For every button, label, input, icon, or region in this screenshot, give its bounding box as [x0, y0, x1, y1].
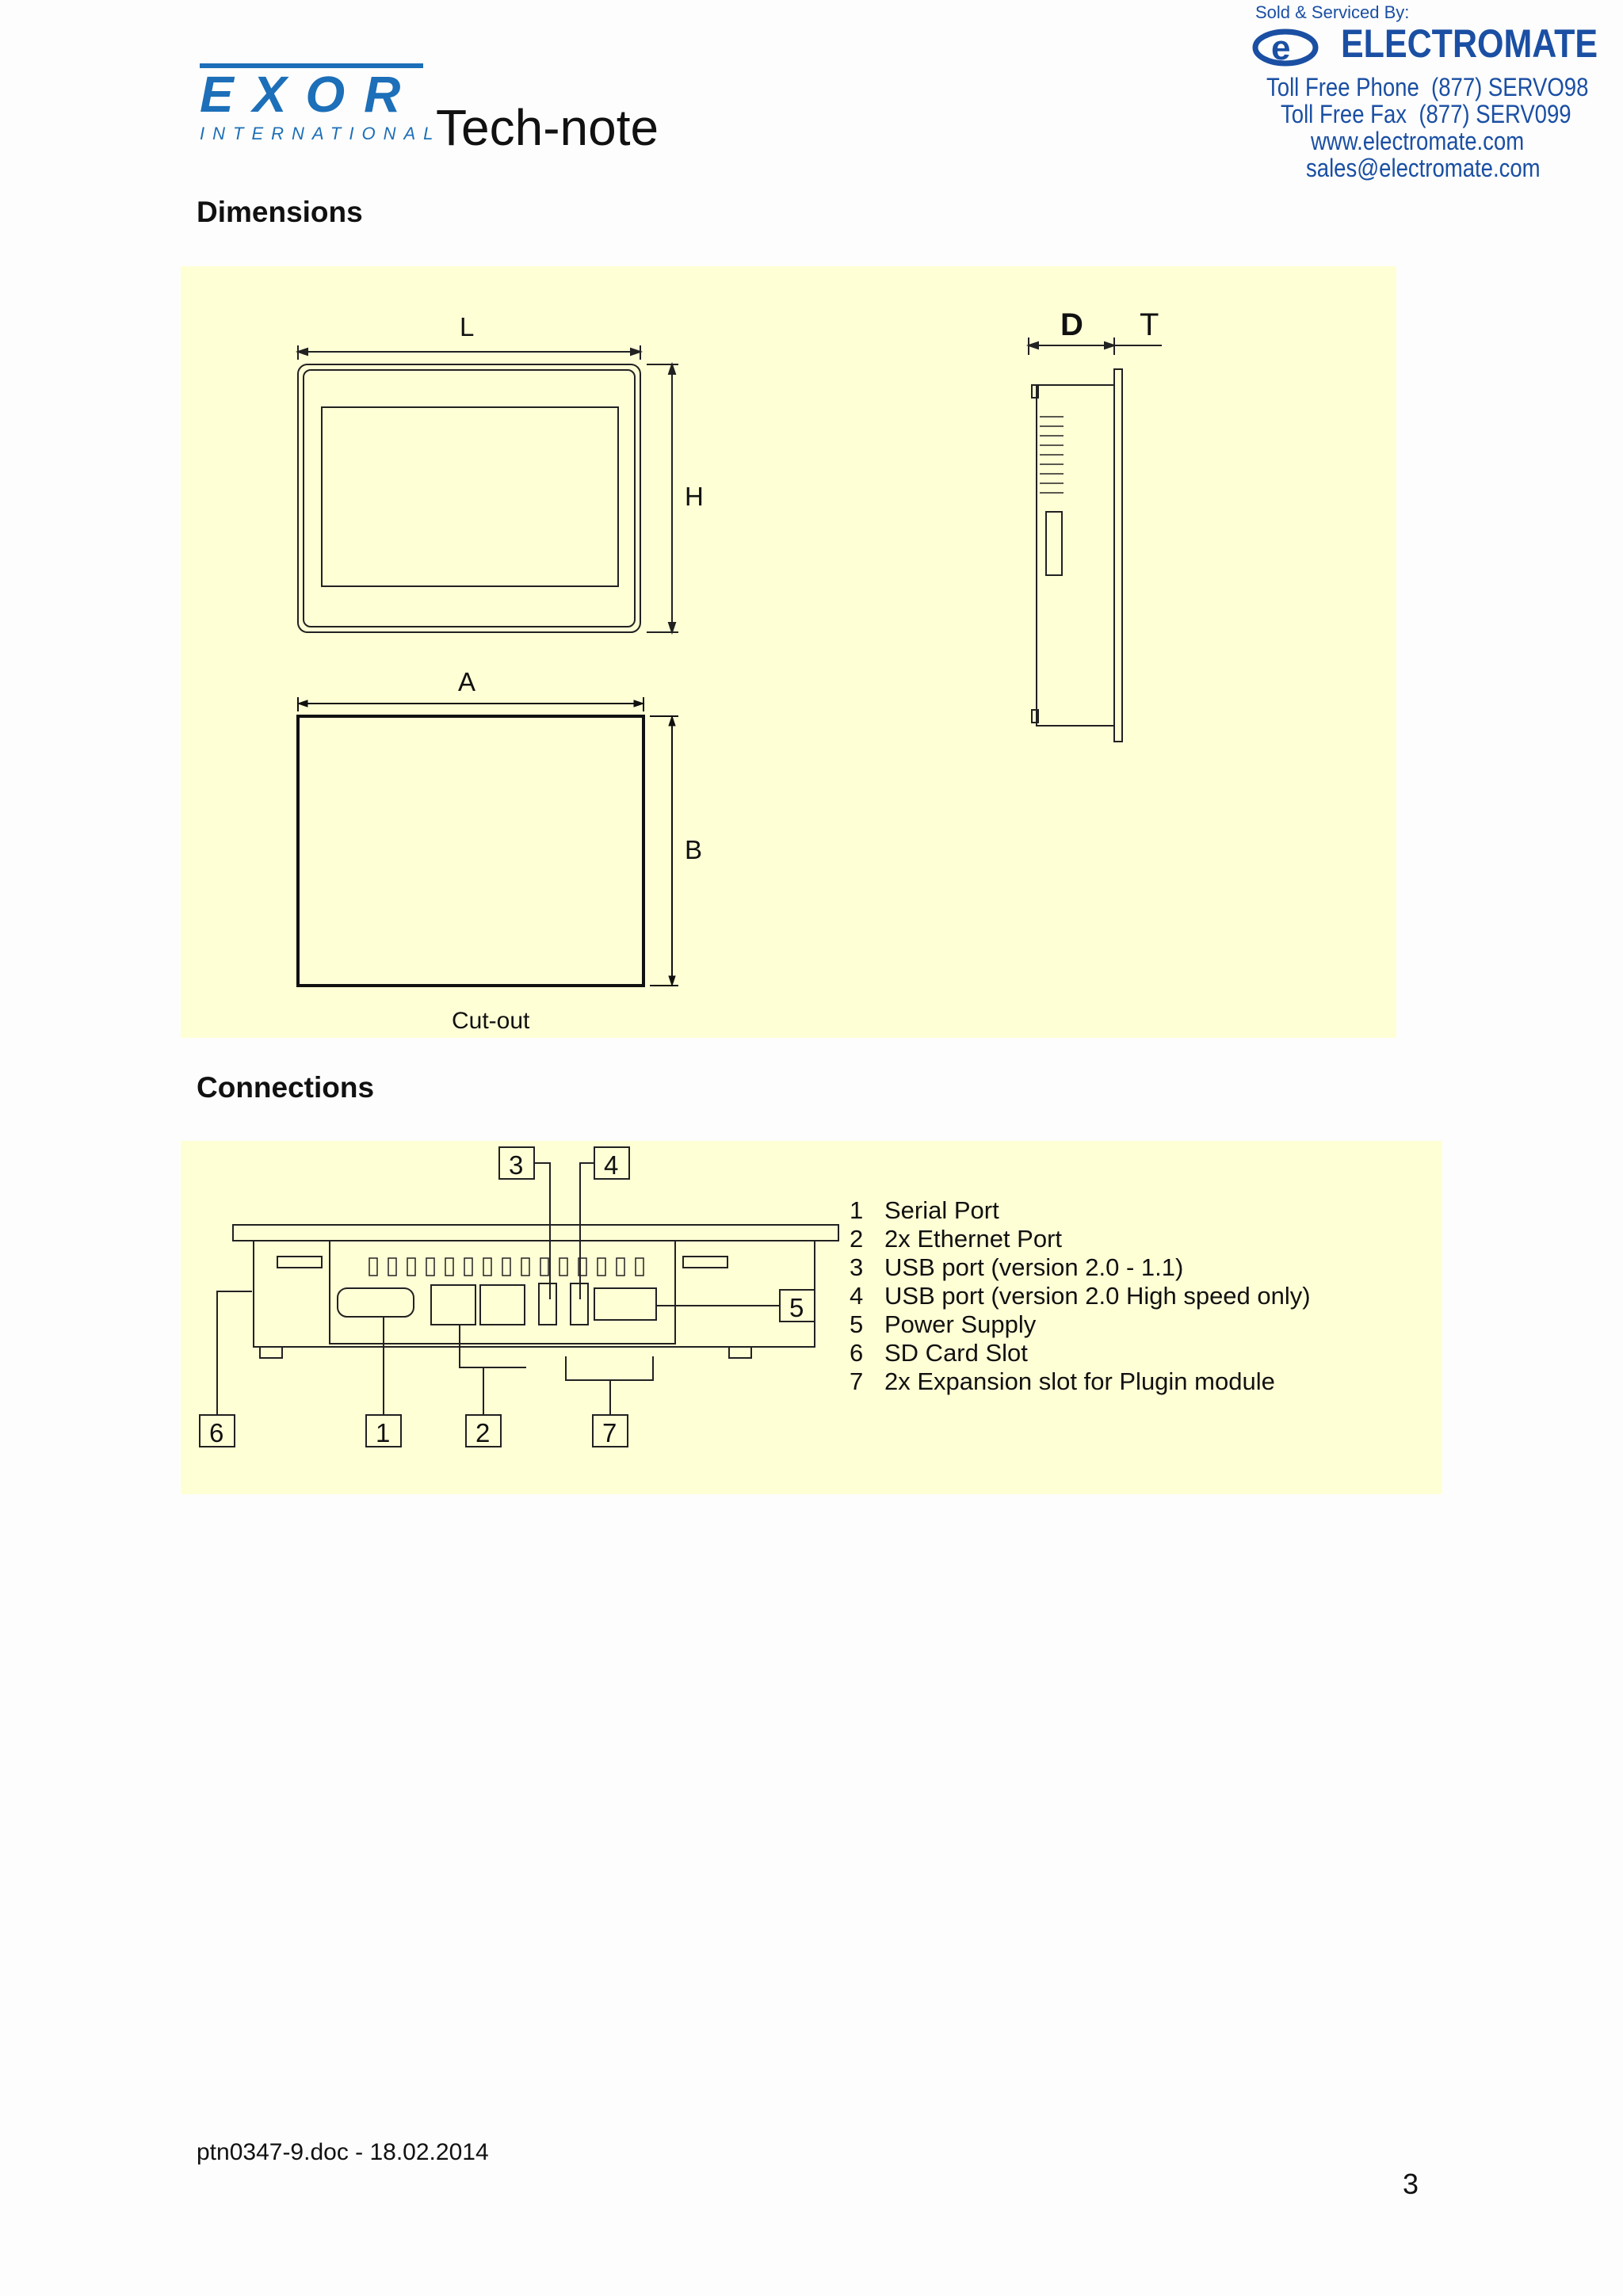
dealer-fax: Toll Free Fax (877) SERV099 [1281, 100, 1571, 128]
dimension-label-t: T [1140, 307, 1159, 342]
exor-logo-wordmark: EXOR [200, 63, 423, 120]
serial-port-drawing [338, 1288, 414, 1317]
legend-number: 3 [850, 1253, 864, 1281]
legend-number: 4 [850, 1282, 864, 1310]
footer-doc-ref: ptn0347-9.doc - 18.02.2014 [197, 2139, 489, 2165]
legend-item [850, 1310, 1036, 1339]
callout-2: 2 [475, 1418, 491, 1447]
legend-number: 2 [850, 1225, 864, 1253]
legend-item [850, 1282, 1311, 1310]
exor-logo [200, 63, 441, 146]
connections-panel [181, 1141, 1442, 1494]
legend-number: 5 [850, 1310, 864, 1338]
dealer-phone: Toll Free Phone (877) SERVO98 [1266, 73, 1589, 101]
electromate-name: ELECTROMATE [1341, 21, 1598, 66]
connections-heading: Connections [197, 1071, 375, 1104]
legend-item [850, 1367, 1275, 1396]
ethernet-port-drawing-1 [431, 1285, 475, 1325]
dimensions-panel [181, 266, 1396, 1038]
legend-text: USB port (version 2.0 - 1.1) [884, 1253, 1184, 1281]
legend-number: 6 [850, 1339, 864, 1367]
cutout-drawing [298, 697, 678, 986]
legend-item [850, 1196, 999, 1225]
callout-5: 5 [789, 1293, 804, 1322]
legend-number: 7 [850, 1367, 864, 1395]
legend-item [850, 1225, 1062, 1253]
callout-7: 7 [602, 1418, 617, 1447]
dimensions-drawing [181, 266, 1396, 1038]
connections-legend [850, 1196, 1420, 1402]
dimension-label-d: D [1060, 307, 1083, 342]
doc-type-title: Tech-note [436, 99, 659, 156]
callout-1: 1 [376, 1418, 391, 1447]
side-view-drawing [1029, 338, 1162, 742]
svg-text:e: e [1271, 29, 1291, 67]
legend-text: USB port (version 2.0 High speed only) [884, 1282, 1311, 1310]
legend-number: 1 [850, 1196, 864, 1224]
cutout-label: Cut-out [452, 1008, 530, 1034]
legend-text: 2x Ethernet Port [884, 1225, 1063, 1253]
callout-6: 6 [209, 1418, 224, 1447]
dimension-label-h: H [685, 482, 704, 511]
front-view-drawing [298, 345, 678, 632]
power-connector-drawing [594, 1288, 656, 1320]
exor-logo-subtitle: INTERNATIONAL [200, 124, 441, 143]
ethernet-port-drawing-2 [480, 1285, 525, 1325]
legend-text: 2x Expansion slot for Plugin module [884, 1367, 1275, 1395]
legend-text: Serial Port [884, 1196, 999, 1224]
legend-text: Power Supply [884, 1310, 1037, 1338]
dimension-label-b: B [685, 835, 703, 864]
legend-text: SD Card Slot [884, 1339, 1028, 1367]
dimension-label-a: A [458, 667, 476, 696]
legend-item [850, 1339, 1028, 1367]
callout-3: 3 [509, 1150, 524, 1180]
dimension-label-l: L [460, 312, 475, 341]
usb-port-drawing-1 [539, 1283, 556, 1325]
sold-by-text: Sold & Serviced By: [1255, 2, 1410, 22]
dealer-block [1236, 0, 1609, 187]
device-bezel [233, 1225, 838, 1241]
dealer-website: www.electromate.com [1311, 127, 1525, 155]
electromate-logo-icon [1252, 24, 1323, 72]
legend-item [850, 1253, 1183, 1282]
dimensions-heading: Dimensions [197, 196, 363, 228]
dealer-email: sales@electromate.com [1306, 154, 1541, 182]
page-number: 3 [1403, 2168, 1419, 2200]
callout-4: 4 [604, 1150, 619, 1180]
